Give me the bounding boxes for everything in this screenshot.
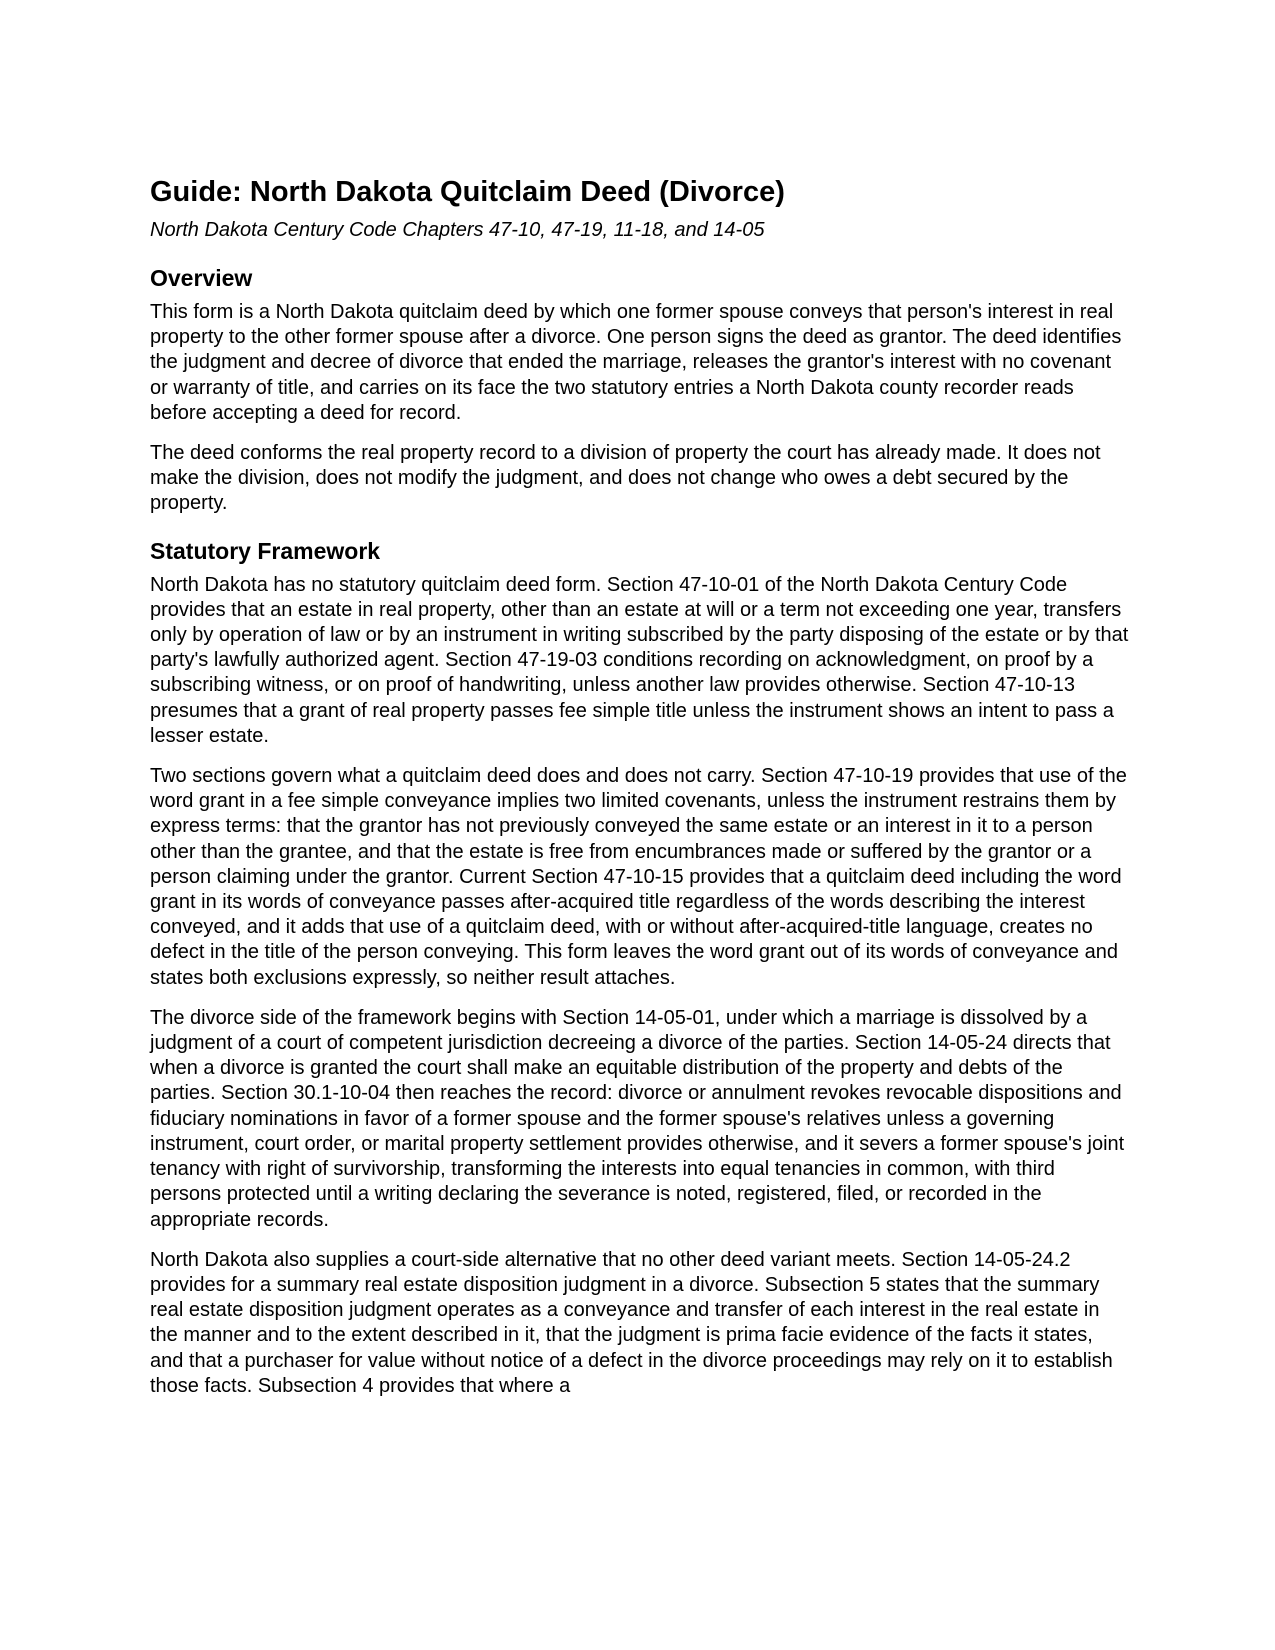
paragraph: North Dakota also supplies a court-side alternative that no other deed variant meets. Section 14-05-24.2 provides for a summary real estate disposition judgment in a divorce. Subsection 5 states that the summary real estate disposition judgment operates as a conveyance and transfer of each interest in the real estate in the manner and to the extent described in it, that the judgment is prima facie evidence of the facts it states, and that a purchaser for value without notice of a defect in the divorce proceedings may rely on it to establish those facts. Subsection 4 provides that where a (150, 1248, 1113, 1397)
paragraph: This form is a North Dakota quitclaim deed by which one former spouse conveys that person's interest in real property to the other former spouse after a divorce. One person signs the deed as grantor. The deed identifies the judgment and decree of divorce that ended the marriage, releases the grantor's interest with no covenant or warranty of title, and carries on its face the two statutory entries a North Dakota county recorder reads before accepting a deed for record. (150, 301, 1122, 424)
document-title: Guide: North Dakota Quitclaim Deed (Divorce) (150, 176, 785, 208)
section-overview (150, 262, 1130, 517)
document-subtitle: North Dakota Century Code Chapters 47-10, 47-19, 11-18, and 14-05 (150, 219, 765, 241)
document-page (150, 172, 1130, 1414)
section-heading: Overview (150, 265, 253, 291)
paragraph: The deed conforms the real property record to a division of property the court has already made. It does not make the division, does not modify the judgment, and does not change who owes a debt secured by the property. (150, 442, 1101, 515)
paragraph: The divorce side of the framework begins with Section 14-05-01, under which a marriage is dissolved by a judgment of a court of competent jurisdiction decreeing a divorce of the parties. Section 14-05-24 directs that when a divorce is granted the court shall make an equitable distribution of the property and debts of the parties. Section 30.1-10-04 then reaches the record: divorce or annulment revokes revocable dispositions and fiduciary nominations in favor of a former spouse and the former spouse's relatives unless a governing instrument, court order, or marital property settlement provides otherwise, and it severs a former spouse's joint tenancy with right of survivorship, transforming the interests into equal tenancies in common, with third persons protected until a writing declaring the severance is noted, registered, filed, or recorded in the appropriate records. (150, 1006, 1125, 1231)
section-statutory-framework (150, 535, 1130, 1399)
section-heading: Statutory Framework (150, 537, 381, 564)
paragraph: Two sections govern what a quitclaim deed does and does not carry. Section 47-10-19 provides that use of the word grant in a fee simple conveyance implies two limited covenants, unless the instrument restrains them by express terms: that the grantor has not previously conveyed the same estate or an interest in it to a person other than the grantee, and that the estate is free from encumbrances made or suffered by the grantor or a person claiming under the grantor. Current Section 47-10-15 provides that a quitclaim deed including the word grant in its words of conveyance passes after-acquired title regardless of the words describing the interest conveyed, and it adds that use of a quitclaim deed, with or without after-acquired-title language, creates no defect in the title of the person conveying. This form leaves the word grant out of its words of conveyance and states both exclusions expressly, so neither result attaches. (150, 765, 1127, 989)
paragraph: North Dakota has no statutory quitclaim deed form. Section 47-10-01 of the North Dakota Century Code provides that an estate in real property, other than an estate at will or a term not exceeding one year, transfers only by operation of law or by an instrument in writing subscribed by the party disposing of the estate or by that party's lawfully authorized agent. Section 47-19-03 conditions recording on acknowledgment, on proof by a subscribing witness, or on proof of handwriting, unless another law provides otherwise. Section 47-10-13 presumes that a grant of real property passes fee simple title unless the instrument shows an intent to pass a lesser estate. (150, 573, 1129, 747)
